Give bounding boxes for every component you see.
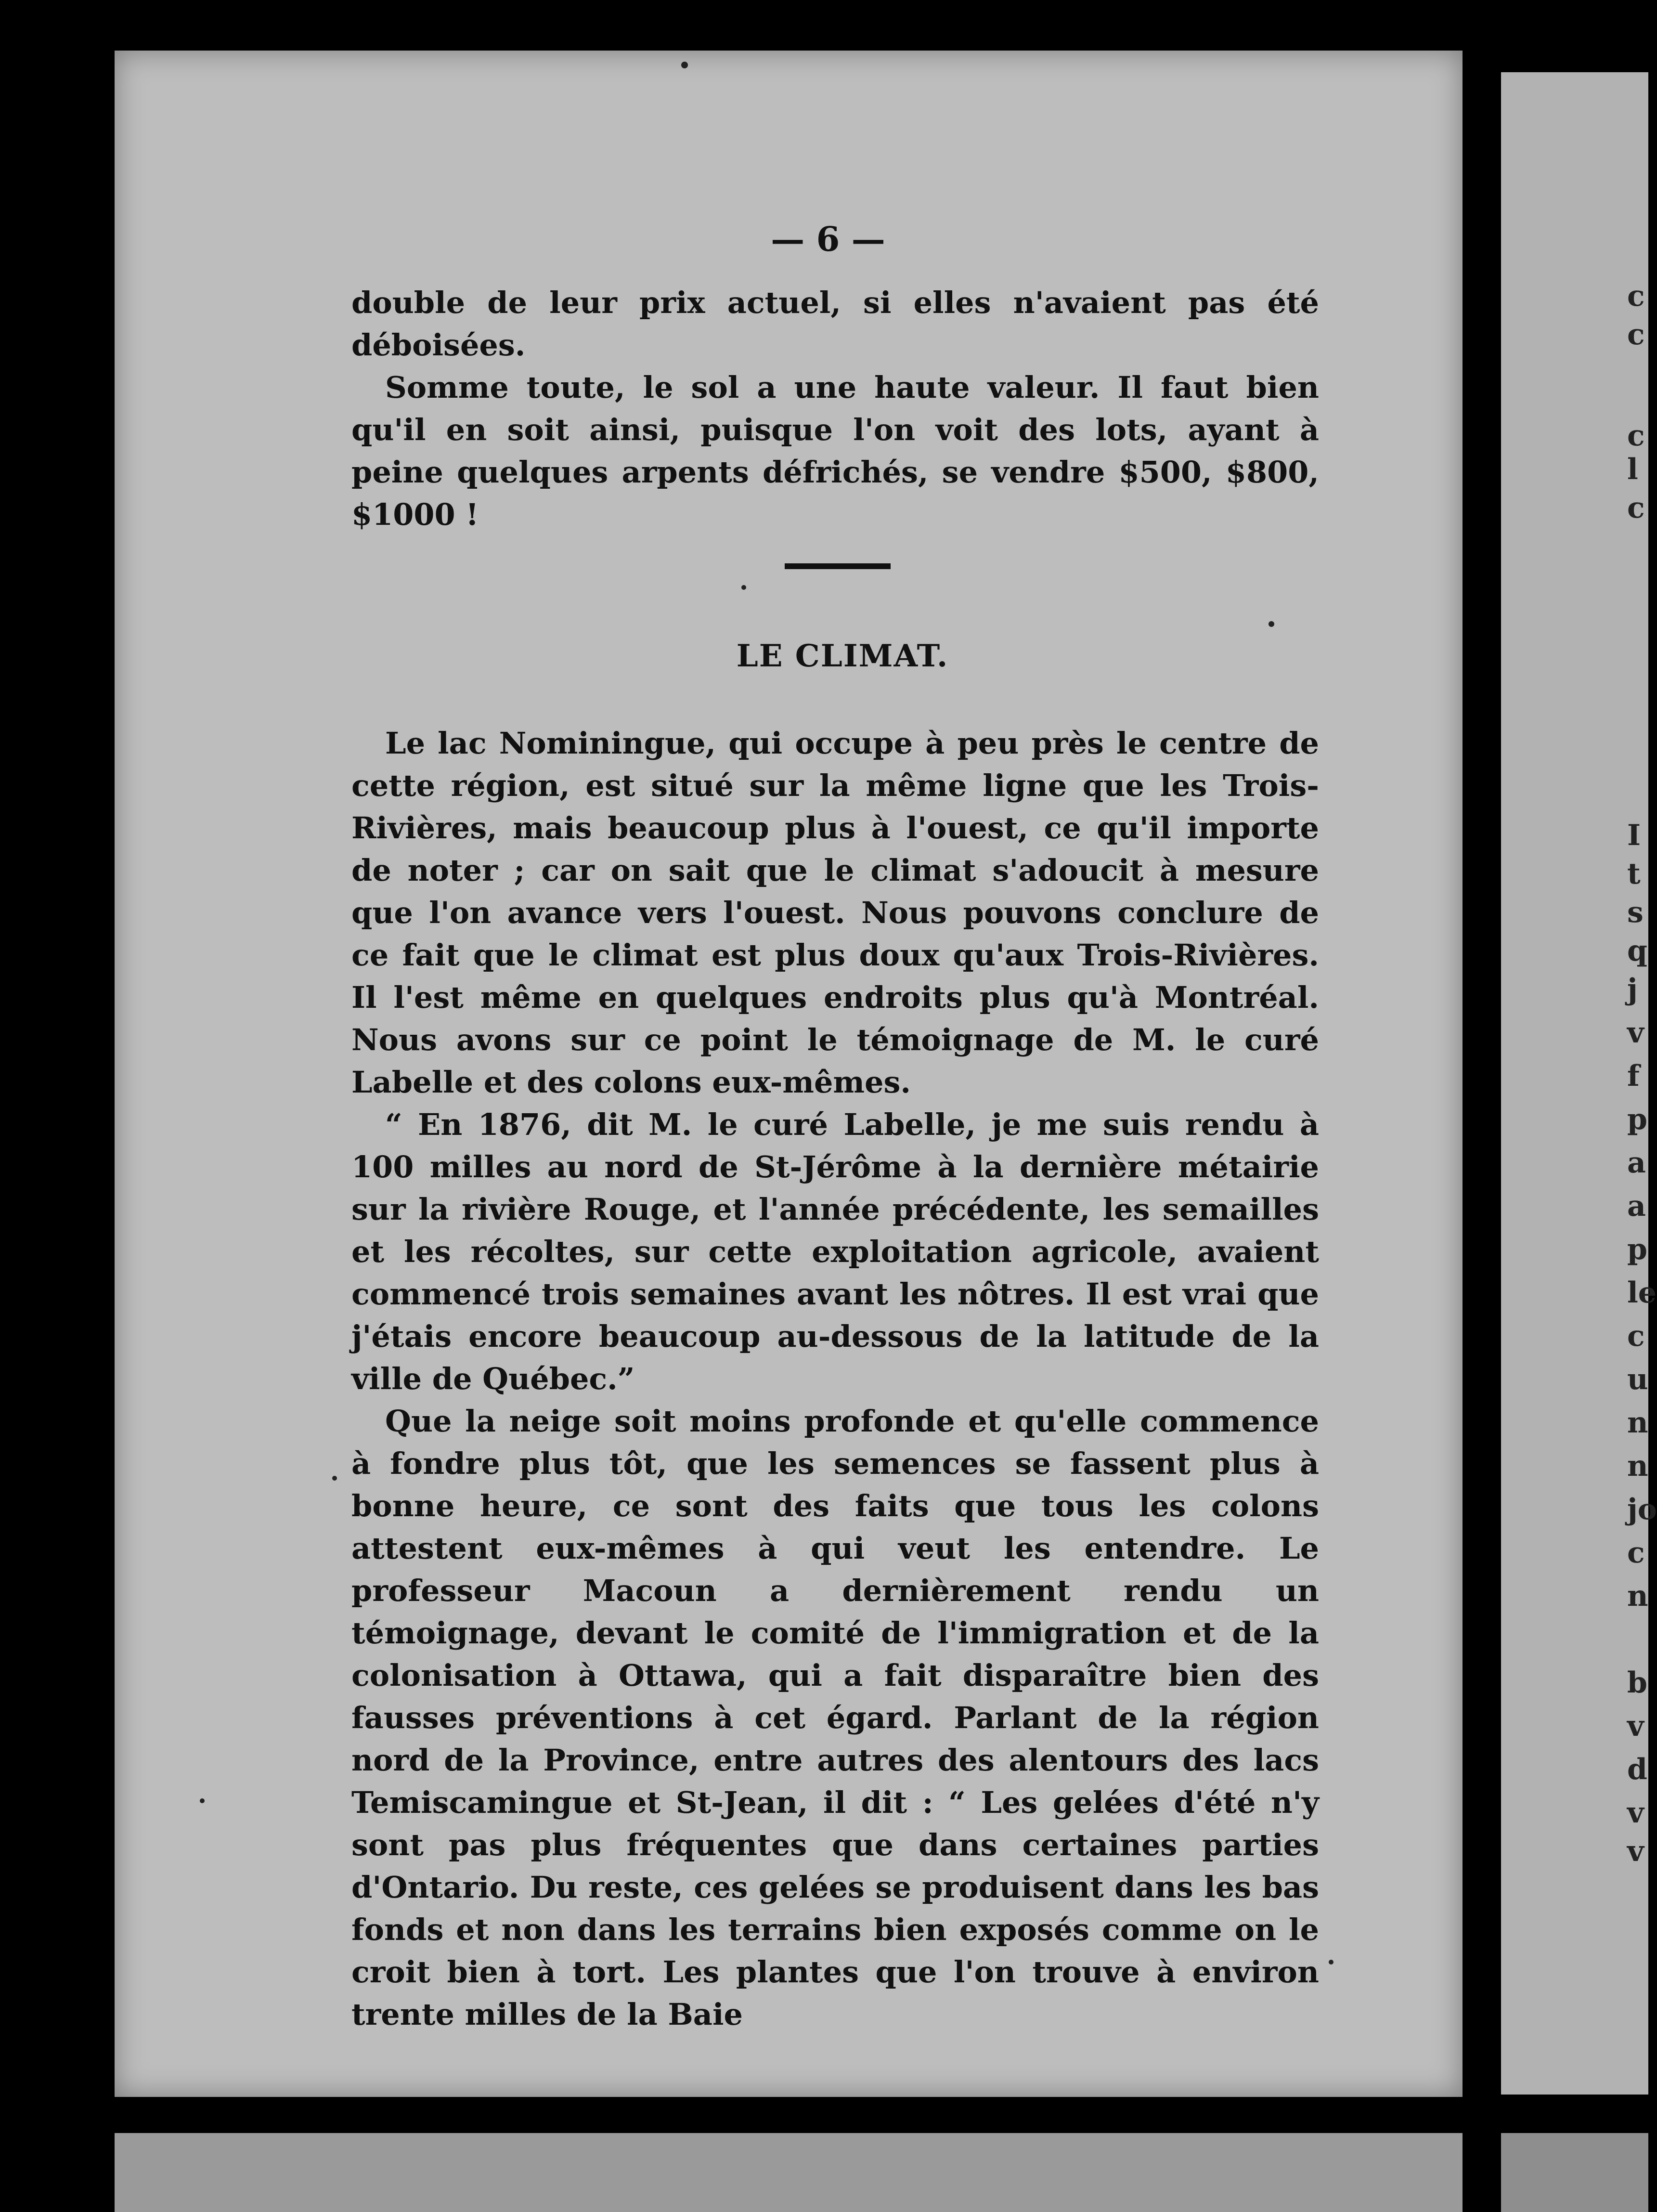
paragraph: Somme toute, le sol a une haute valeur. Il faut bien qu'il en soit ainsi, puisque l'on voit des lots, ayant à peine quelques arpents défrichés, se vendre $500, $800, $1000 ! [351,370,1319,532]
adjacent-page-fragment: c [1627,1319,1645,1353]
adjacent-page-fragment: q [1627,934,1647,968]
adjacent-page-fragment: I [1627,819,1641,852]
adjacent-page-fragment: v [1627,1709,1644,1743]
adjacent-page-fragment: u [1627,1363,1648,1396]
paragraph: Le lac Nominingue, qui occupe à peu près le centre de cette région, est situé sur la même ligne que les Trois-Rivières, mais beaucoup plus à l'ouest, ce qu'il importe de noter ; car on sait que le climat s'adoucit à mesure que l'on avance vers l'ouest. Nous pouvons conclure de ce fait que le climat est plus doux qu'aux Trois-Rivières. Il l'est même en quelques endroits plus qu'à Montréal. Nous avons sur ce point le témoignage de M. le curé Labelle et des colons eux-mêmes. [351,726,1319,1100]
page-number: — 6 — [771,219,885,259]
adjacent-page-fragment: jo [1627,1493,1657,1526]
adjacent-page-fragment: c [1627,491,1645,525]
adjacent-page-fragment: a [1627,1189,1646,1223]
adjacent-page-fragment: j [1627,973,1638,1006]
paragraph: “ En 1876, dit M. le curé Labelle, je me suis rendu à 100 milles au nord de St-Jérôme à la dernière métairie sur la rivière Rouge, et l'année précédente, les semailles et les récoltes, sur cette exploitation agricole, avaient commencé trois semaines avant les nôtres. Il est vrai que j'étais encore beaucoup au-dessous de la latitude de la ville de Québec.” [351,1107,1319,1396]
adjacent-page-fragment: p [1627,1233,1647,1266]
adjacent-page-fragment: v [1627,1835,1644,1868]
adjacent-page-fragment: c [1627,279,1645,313]
section-divider [785,563,891,569]
section-title: LE CLIMAT. [736,638,949,674]
scan-speck [332,1476,337,1481]
adjacent-page-fragment: c [1627,1536,1645,1570]
scan-speck [200,1798,205,1803]
adjacent-page-fragment: l [1627,453,1638,486]
adjacent-page-fragment: v [1627,1016,1644,1050]
adjacent-page-fragment: s [1627,896,1644,929]
adjacent-page-fragment: v [1627,1796,1644,1830]
adjacent-page-fragment: a [1627,1146,1646,1180]
adjacent-page-fragment: f [1627,1059,1640,1093]
section1-text [351,282,1319,536]
adjacent-page-fragment: le [1627,1276,1657,1310]
adjacent-page-fragment: c [1627,419,1645,453]
adjacent-page-fragment: d [1627,1753,1647,1786]
paragraph: double de leur prix actuel, si elles n'avaient pas été déboisées. [351,285,1319,363]
scan-speck [681,62,688,68]
adjacent-page-fragment: t [1627,857,1641,891]
next-page-edge [115,2133,1463,2212]
adjacent-page-fragment: n [1627,1449,1648,1483]
section2-text [351,722,1319,2036]
scan-speck [741,585,746,590]
adjacent-page [1501,72,1648,2095]
scan-speck [1329,1960,1333,1965]
adjacent-page-fragment: n [1627,1579,1648,1613]
adjacent-page-fragment: b [1627,1666,1647,1700]
adjacent-page-fragment: n [1627,1406,1648,1440]
adjacent-page-fragment: p [1627,1103,1647,1136]
adjacent-page-fragment: c [1627,318,1645,351]
paragraph: Que la neige soit moins profonde et qu'elle commence à fondre plus tôt, que les semences se fassent plus à bonne heure, ce sont des faits que tous les colons attestent eux-mêmes à qui veut les entendre. Le professeur Macoun a dernièrement rendu un témoignage, devant le comité de l'immigration et de la colonisation à Ottawa, qui a fait disparaître bien des fausses préventions à cet égard. Parlant de la région nord de la Province, entre autres des alentours des lacs Temiscamingue et St-Jean, il dit : “ Les gelées d'été n'y sont pas plus fréquentes que dans certaines parties d'Ontario. Du reste, ces gelées se produisent dans les bas fonds et non dans les terrains bien exposés comme on le croit bien à tort. Les plantes que l'on trouve à environ trente milles de la Baie [351,1404,1319,2032]
scan-speck [1269,621,1274,627]
next-page-edge-right [1501,2133,1648,2212]
